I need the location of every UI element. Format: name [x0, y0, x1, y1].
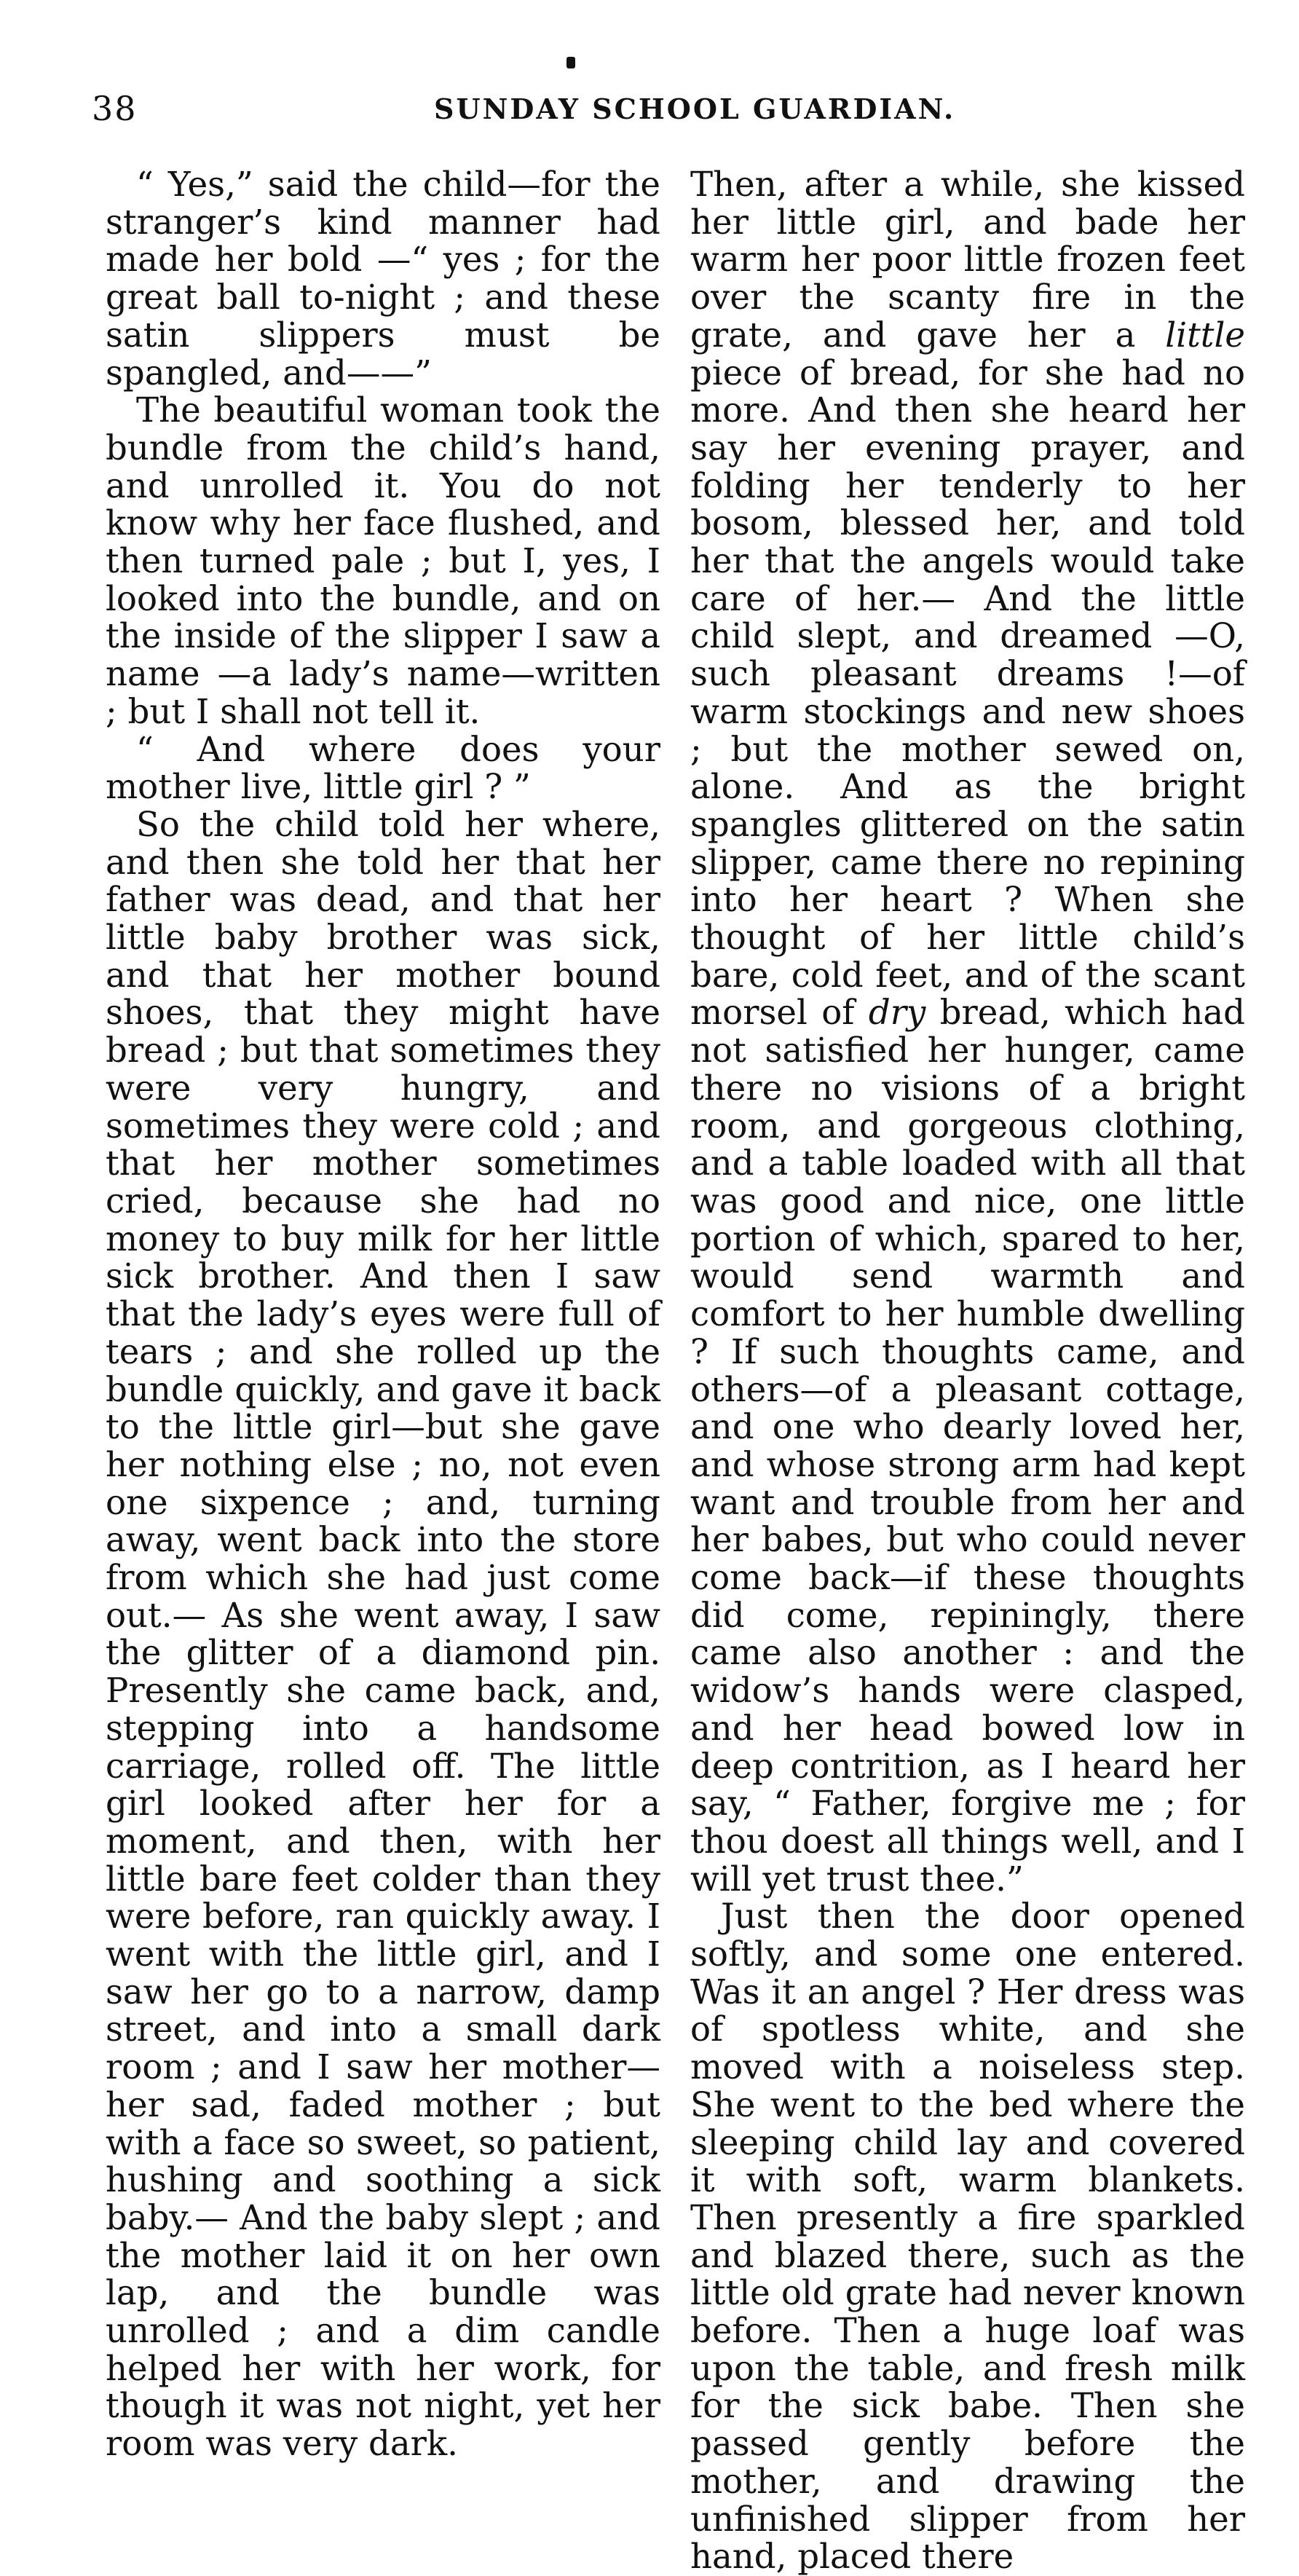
paragraph: “ Yes,” said the child—for the stranger’s kind manner had made her bold —“ yes ; for the great ball to-night ; and these satin slippers must be spangled, and——” — [106, 165, 660, 393]
page-number: 38 — [92, 89, 138, 128]
text-run: piece of bread, for she had no more. And then she heard her say her evening prayer, and folding her tenderly to her bosom, blessed her, and told her that the angels would take care of her.— And the little child slept, and dreamed —O, such pleasant dreams !—of warm stockings and new shoes ; but the mother sewed on, alone. And as the bright spangles glittered on the satin slipper, came there no repining into her heart ? When she thought of her little child’s bare, cold feet, and of the scant morsel of — [690, 352, 1245, 1033]
paragraph: Just then the door opened softly, and some one entered. Was it an angel ? Her dress was of spotless white, and she moved with a noiseless step. She went to the bed where the sleeping child lay and covered it with soft, warm blankets. Then presently a fire sparkled and blazed there, such as the little old grate had never known before. Then a huge loaf was upon the table, and fresh milk for the sick babe. Then she passed gently before the mother, and drawing the unfinished slipper from her hand, placed there — [690, 1896, 1245, 2576]
right-column — [690, 166, 1245, 2576]
paragraph: “ And where does your mother live, little girl ? ” — [106, 729, 660, 807]
text-run: bread, which had not satisfied her hunger, came there no visions of a bright room, and gorgeous clothing, and a table loaded with all that was good and nice, one little portion of which, spared to her, would send warmth and comfort to her humble dwelling ? If such thoughts came, and others—of a pleasant cottage, and one who dearly loved her, and whose strong arm had kept want and trouble from her and her babes, but who could never come back—if these thoughts did come, repiningly, there came also another : and the widow’s hands were clasped, and her head bowed low in deep contrition, as I heard her say, “ Father, forgive me ; for thou doest all things well, and I will yet trust thee.” — [690, 993, 1245, 1899]
printer-mark — [566, 57, 575, 68]
paragraph: The beautiful woman took the bundle from the child’s hand, and unrolled it. You do not know why her face flushed, and then turned pale ; but I, yes, I looked into the bundle, and on the inside of the slipper I saw a name —a lady’s name—written ; but I shall not tell it. — [106, 390, 660, 731]
text-run: Then, after a while, she kissed her little girl, and bade her warm her poor little frozen feet over the scanty fire in the grate, and gave her a — [690, 165, 1245, 355]
left-column — [106, 166, 660, 2463]
paragraph-continued — [690, 166, 1245, 1898]
running-head: SUNDAY SCHOOL GUARDIAN. — [434, 92, 956, 125]
italic-word: dry — [868, 993, 926, 1033]
paragraph: So the child told her where, and then she told her that her father was dead, and that her little baby brother was sick, and that her mother bound shoes, that they might have bread ; but that sometimes they were very hungry, and sometimes they were cold ; and that her mother sometimes cried, because she had no money to buy milk for her little sick brother. And then I saw that the lady’s eyes were full of tears ; and she rolled up the bundle quickly, and gave it back to the little girl—but she gave her nothing else ; no, not even one sixpence ; and, turning away, went back into the store from which she had just come out.— As she went away, I saw the glitter of a diamond pin. Presently she came back, and, stepping into a handsome carriage, rolled off. The little girl looked after her for a moment, and then, with her little bare feet colder than they were before, ran quickly away. I went with the little girl, and I saw her go to a narrow, damp street, and into a small dark room ; and I saw her mother—her sad, faded mother ; but with a face so sweet, so patient, hushing and soothing a sick baby.— And the baby slept ; and the mother laid it on her own lap, and the bundle was unrolled ; and a dim candle helped her with her work, for though it was not night, yet her room was very dark. — [106, 804, 660, 2464]
italic-word: little — [1165, 315, 1245, 355]
page-header — [92, 89, 1242, 140]
